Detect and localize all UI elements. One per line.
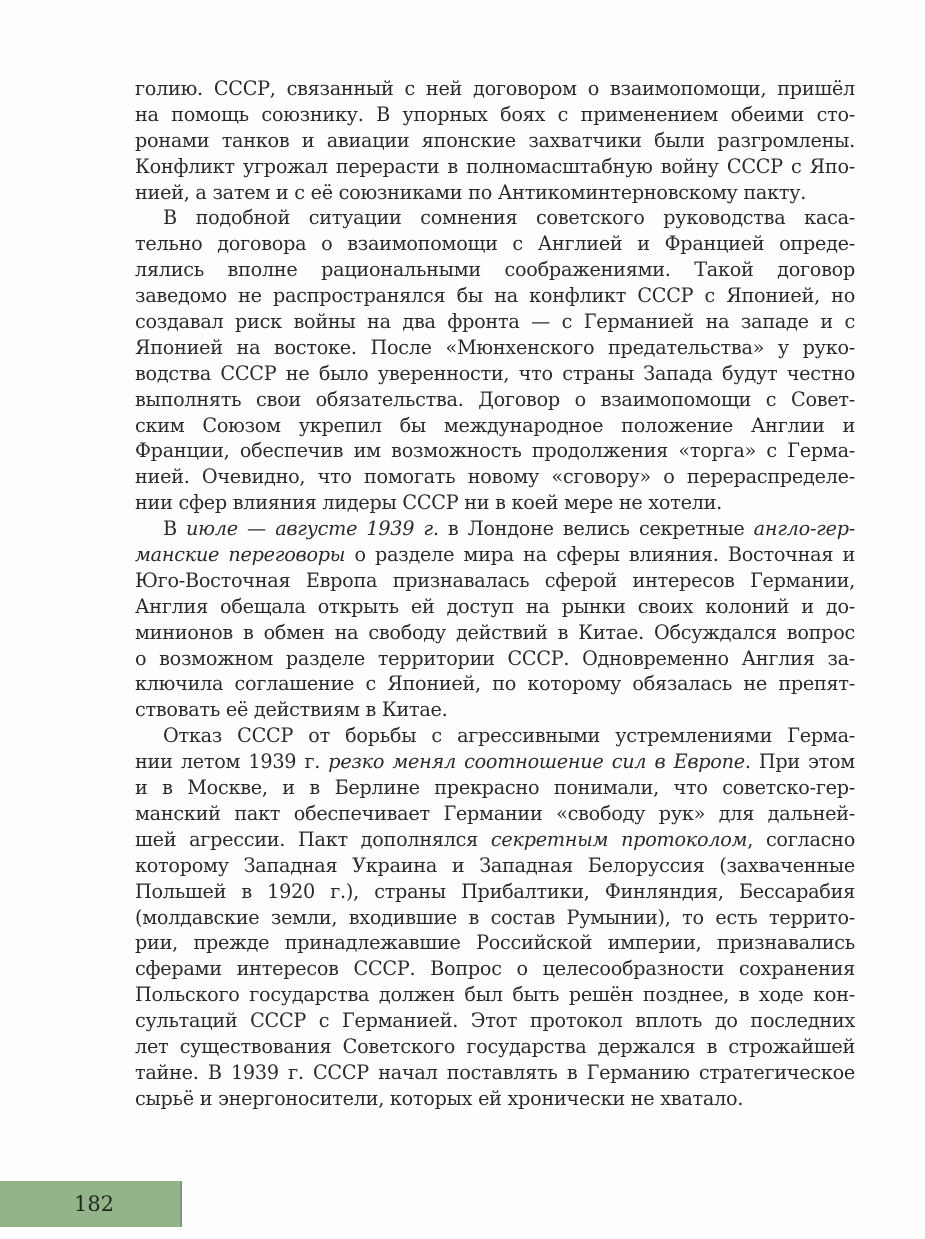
text-line <box>135 438 855 464</box>
paragraph <box>135 516 855 723</box>
text-line <box>135 879 855 905</box>
text-line <box>135 697 855 723</box>
text-run: лет существования Советского государства держался в строжайшей <box>135 1034 855 1058</box>
italic-text: секретным протоколом <box>490 827 748 851</box>
text-line <box>135 982 855 1008</box>
text-run: сырьё и энергоносители, которых ей хронически не хватало. <box>135 1086 744 1110</box>
text-run: ключила соглашение с Японией, по которому обязалась не препят- <box>135 672 855 696</box>
text-run: В подобной ситуации сомнения советского руководства каса- <box>163 206 855 230</box>
text-run: Отказ СССР от борьбы с агрессивными устремлениями Герма- <box>163 724 855 748</box>
page-number-band <box>0 1181 182 1227</box>
text-line <box>135 905 855 931</box>
italic-text: англо-гер- <box>753 517 856 541</box>
text-line <box>135 180 855 206</box>
text-line <box>135 464 855 490</box>
text-run: ствовать её действиям в Китае. <box>135 698 448 722</box>
text-run: создавал риск войны на два фронта — с Германией на западе и с <box>135 310 855 334</box>
paragraph <box>135 205 855 516</box>
text-line <box>135 723 855 749</box>
text-line <box>135 387 855 413</box>
text-line <box>135 257 855 283</box>
text-line <box>135 76 855 102</box>
text-line <box>135 205 855 231</box>
text-run: ским Союзом укрепил бы международное положение Англии и <box>135 413 855 437</box>
text-line <box>135 335 855 361</box>
text-run: Юго-Восточная Европа признавалась сферой интересов Германии, <box>135 568 855 592</box>
text-run: тельно договора о взаимопомощи с Англией и Францией опреде- <box>135 232 855 256</box>
text-line <box>135 542 855 568</box>
text-run: Японией на востоке. После «Мюнхенского предательства» у руко- <box>135 335 855 359</box>
text-run: (молдавские земли, входившие в состав Румынии), то есть террито- <box>135 905 855 929</box>
text-run: которому Западная Украина и Западная Белоруссия (захваченные <box>135 853 855 877</box>
italic-text: июле — августе 1939 г. <box>186 517 439 541</box>
text-run: голию. СССР, связанный с ней договором о взаимопомощи, пришёл <box>135 77 855 100</box>
text-line <box>135 1060 855 1086</box>
italic-text: резко менял соотношение сил в Европе <box>328 750 745 774</box>
text-line <box>135 646 855 672</box>
text-run: нии сфер влияния лидеры СССР ни в коей мере не хотели. <box>135 491 723 515</box>
text-line <box>135 749 855 775</box>
text-run: , согласно <box>747 827 856 851</box>
page-number: 182 <box>73 1192 115 1216</box>
text-line <box>135 620 855 646</box>
text-run: Польшей в 1920 г.), страны Прибалтики, Финляндия, Бессарабия <box>135 879 855 903</box>
paragraph <box>135 723 855 1111</box>
text-line <box>135 827 855 853</box>
text-run: заведомо не распространялся бы на конфликт СССР с Японией, но <box>135 284 855 308</box>
text-line <box>135 413 855 439</box>
text-line <box>135 775 855 801</box>
paragraph <box>135 76 855 205</box>
text-run: нией. Очевидно, что помогать новому «сговору» о перераспределе- <box>135 465 855 489</box>
text-run: нии летом 1939 г. <box>135 750 329 774</box>
text-run: тайне. В 1939 г. СССР начал поставлять в Германию стратегическое <box>135 1060 855 1084</box>
text-run: . При этом <box>744 750 855 774</box>
text-run: ронами танков и авиации японские захватчики были разгромлены. <box>135 128 855 152</box>
text-run: сультаций СССР с Германией. Этот протокол вплоть до последних <box>135 1009 855 1033</box>
text-run: сферами интересов СССР. Вопрос о целесообразности сохранения <box>135 957 855 981</box>
text-run: на помощь союзнику. В упорных боях с применением обеими сто- <box>135 102 855 126</box>
text-line <box>135 490 855 516</box>
text-run: шей агрессии. Пакт дополнялся <box>135 827 491 851</box>
text-line <box>135 568 855 594</box>
text-line <box>135 154 855 180</box>
text-run: и в Москве, и в Берлине прекрасно понимали, что советско-гер- <box>135 776 855 800</box>
text-run: лялись вполне рациональными соображениями. Такой договор <box>135 258 855 282</box>
text-run: В <box>163 517 187 541</box>
text-line <box>135 671 855 697</box>
text-line <box>135 1034 855 1060</box>
text-line <box>135 309 855 335</box>
text-line <box>135 853 855 879</box>
italic-text: манские переговоры <box>135 543 346 567</box>
text-line <box>135 930 855 956</box>
text-line <box>135 102 855 128</box>
text-run: нией, а затем и с её союзниками по Антикоминтерновскому пакту. <box>135 180 807 204</box>
text-run: о разделе мира на сферы влияния. Восточная и <box>345 543 855 567</box>
text-run: Польского государства должен был быть решён позднее, в ходе кон- <box>135 983 855 1007</box>
text-line <box>135 361 855 387</box>
text-run: Англия обещала открыть ей доступ на рынки своих колоний и до- <box>135 594 855 618</box>
text-line <box>135 594 855 620</box>
text-run: манский пакт обеспечивает Германии «свободу рук» для дальней- <box>135 801 855 825</box>
text-run: о возможном разделе территории СССР. Одновременно Англия за- <box>135 646 855 670</box>
text-line <box>135 516 855 542</box>
text-run: рии, прежде принадлежавшие Российской империи, признавались <box>135 931 855 955</box>
body-text <box>135 76 855 1112</box>
text-line <box>135 801 855 827</box>
text-run: минионов в обмен на свободу действий в Китае. Обсуждался вопрос <box>135 620 855 644</box>
text-line <box>135 1008 855 1034</box>
text-run: Франции, обеспечив им возможность продолжения «торга» с Герма- <box>135 439 855 463</box>
text-line <box>135 283 855 309</box>
text-line <box>135 956 855 982</box>
text-run: выполнять свои обязательства. Договор о взаимопомощи с Совет- <box>135 387 855 411</box>
text-run: в Лондоне велись секретные <box>438 517 754 541</box>
text-run: водства СССР не было уверенности, что страны Запада будут честно <box>135 361 855 385</box>
text-line <box>135 128 855 154</box>
text-line <box>135 1086 855 1112</box>
text-line <box>135 231 855 257</box>
text-run: Конфликт угрожал перерасти в полномасштабную войну СССР с Япо- <box>135 154 855 178</box>
